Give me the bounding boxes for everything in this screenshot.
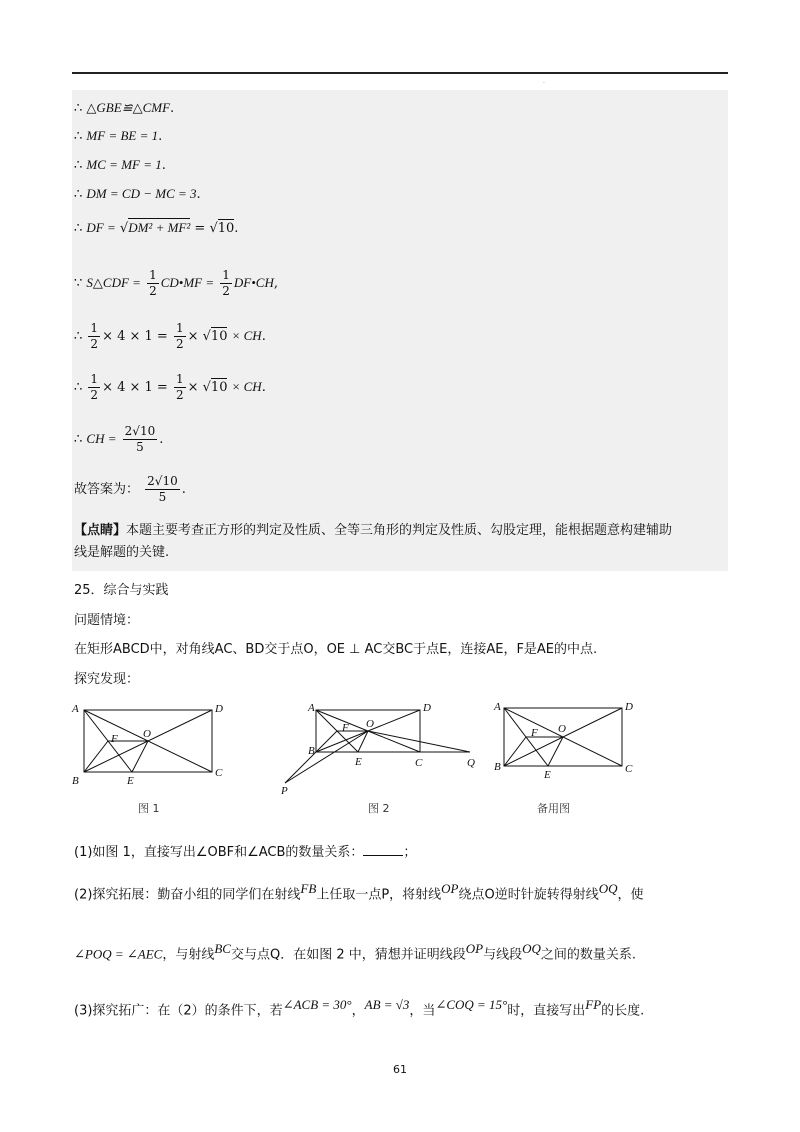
- fig3-label-o: O: [558, 723, 566, 735]
- comment-paragraph: 【点睛】本题主要考查正方形的判定及性质、全等三角形的判定及性质、勾股定理，能根据题意构建辅助 线是解题的关键.: [74, 523, 673, 560]
- fig1-label-b: B: [72, 775, 79, 787]
- fig2-label-q: Q: [467, 757, 475, 769]
- step-area-eq-1: ∴ $\frac{1}{2}$ × 4 × 1 = $\frac{1}{2}$ × √10 × CH.: [74, 321, 266, 351]
- figure-2: [278, 698, 478, 796]
- answer-line: 故答案为： $\frac{2√10}{5}$ .: [74, 474, 186, 504]
- situation-text: 在矩形ABCD中，对角线AC、BD交于点O，OE ⊥ AC交BC于点E，连接AE，F是AE的中点.: [74, 642, 598, 657]
- caption-spare: 备用图: [537, 802, 570, 815]
- fig3-label-b: B: [494, 761, 501, 773]
- fraction-half: $\frac{1}{2}$: [175, 372, 184, 402]
- fig1-label-c: C: [215, 767, 223, 779]
- fig1-label-e: E: [127, 775, 134, 787]
- fraction-half: $\frac{1}{2}$: [222, 268, 230, 298]
- fraction-answer: $\frac{2√10}{5}$: [147, 474, 178, 504]
- step-mc-mf: ∴ MC = MF = 1.: [74, 157, 166, 173]
- header-rule: [72, 72, 728, 74]
- fig1-label-f: F: [111, 733, 118, 745]
- step-dm: ∴ DM = CD − MC = 3.: [74, 186, 201, 202]
- step-df-pythagoras: ∴ DF = √DM² + MF² = √10.: [74, 220, 239, 236]
- situation-label: 问题情境：: [74, 613, 140, 628]
- fig3-label-d: D: [625, 701, 633, 713]
- fig2-label-f: F: [342, 722, 349, 734]
- fig2-label-o: O: [366, 718, 374, 730]
- answer-blank: [363, 843, 403, 856]
- fraction-half: $\frac{1}{2}$: [90, 372, 99, 402]
- step-mf-be: ∴ MF = BE = 1.: [74, 128, 163, 144]
- fig1-label-d: D: [215, 703, 223, 715]
- question-2-line-2: ∠POQ = ∠AEC，与射线$^{BC}$交与点Q．在如图 2 中，猜想并证明线段$^{OP}$与线段$^{OQ}$之间的数量关系.: [74, 941, 637, 963]
- fig2-label-c: C: [415, 757, 423, 769]
- figure-spare: [490, 698, 640, 788]
- figure-1: [70, 700, 230, 794]
- step-area-eq-2: ∴ $\frac{1}{2}$ × 4 × 1 = $\frac{1}{2}$ × √10 × CH.: [74, 372, 266, 402]
- header-dot: ·: [543, 80, 545, 87]
- fraction-half: $\frac{1}{2}$: [90, 321, 99, 351]
- fig3-label-a: A: [494, 701, 501, 713]
- step-area: ∵ S△CDF = $\frac{1}{2}$ CD•MF = $\frac{1}{2}$ DF•CH,: [74, 268, 279, 298]
- fig2-label-b: B: [308, 745, 315, 757]
- fig2-label-a: A: [308, 702, 315, 714]
- fig3-label-f: F: [531, 727, 538, 739]
- question-2-line-1: (2)探究拓展：勤奋小组的同学们在射线$^{FB}$上任取一点P，将射线$^{OP}$绕点O逆时针旋转得射线$^{OQ}$，使: [74, 881, 644, 903]
- fig1-label-a: A: [72, 703, 79, 715]
- caption-fig1: 图 1: [138, 802, 160, 815]
- question-25-title: 25．综合与实践: [74, 583, 169, 598]
- caption-fig2: 图 2: [368, 802, 390, 815]
- explore-label: 探究发现：: [74, 672, 140, 687]
- fig1-label-o: O: [143, 728, 151, 740]
- fig2-label-e: E: [355, 756, 362, 768]
- fraction-half: $\frac{1}{2}$: [149, 268, 157, 298]
- step-congruent: ∴ △GBE≌△CMF.: [74, 100, 175, 116]
- fraction-half: $\frac{1}{2}$: [175, 321, 184, 351]
- fig2-label-d: D: [423, 702, 431, 714]
- fraction-ch: $\frac{2√10}{5}$: [124, 424, 156, 454]
- fig2-label-p: P: [281, 785, 288, 796]
- question-1: (1)如图 1，直接写出∠OBF和∠ACB的数量关系： ；: [74, 845, 417, 860]
- fig3-label-c: C: [625, 763, 633, 775]
- fig3-label-e: E: [544, 769, 551, 781]
- question-3: (3)探究拓广：在（2）的条件下，若$^{\angle ACB = 30^\circ}$，$^{AB = √3}$，当$^{\angle COQ = 15^\circ}$时，直接写出$^{FP}$的长度.: [74, 997, 645, 1019]
- page-number: 61: [393, 1063, 407, 1076]
- step-ch: ∴ CH = $\frac{2√10}{5}$ .: [74, 424, 164, 454]
